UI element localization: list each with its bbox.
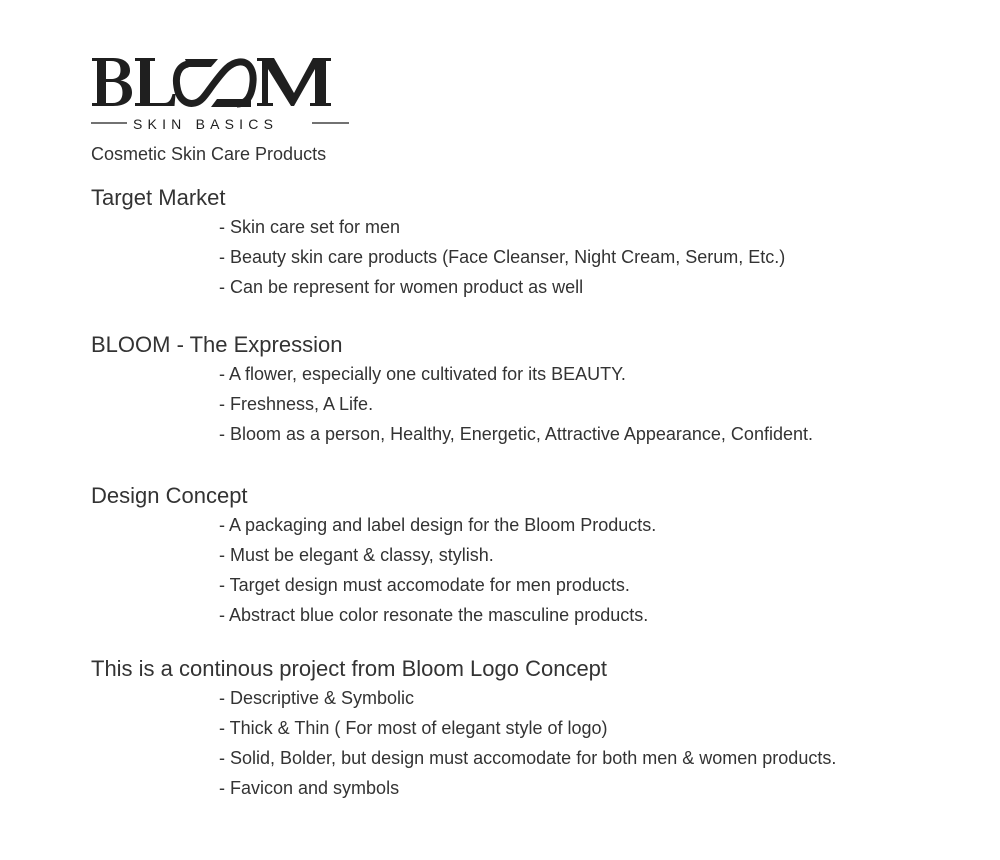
list-item: - Skin care set for men bbox=[219, 217, 401, 237]
section-bloom-expression bbox=[91, 331, 813, 449]
section-heading: This is a continous project from Bloom Logo Concept bbox=[91, 656, 608, 681]
logo-tagline: SKIN BASICS bbox=[133, 116, 279, 132]
bullet-list bbox=[91, 359, 813, 449]
list-item: - Target design must accomodate for men products. bbox=[219, 575, 630, 595]
list-item: - Favicon and symbols bbox=[219, 778, 400, 798]
section-heading: BLOOM - The Expression bbox=[91, 332, 343, 357]
list-item: - Can be represent for women product as well bbox=[219, 277, 584, 297]
section-target-market bbox=[91, 184, 785, 302]
bloom-logo-graphic bbox=[91, 54, 351, 134]
list-item: - Bloom as a person, Healthy, Energetic, Attractive Appearance, Confident. bbox=[219, 424, 813, 444]
logo-letter-l bbox=[135, 58, 176, 106]
list-item: - Must be elegant & classy, stylish. bbox=[219, 545, 494, 565]
brand-logo bbox=[91, 54, 351, 134]
page-subtitle: Cosmetic Skin Care Products bbox=[91, 144, 327, 164]
list-item: - Descriptive & Symbolic bbox=[219, 688, 415, 708]
logo-letter-oo-right-cap bbox=[211, 99, 251, 107]
bullet-list bbox=[91, 510, 656, 630]
list-item: - Abstract blue color resonate the masculine products. bbox=[219, 605, 649, 625]
logo-letter-oo bbox=[176, 62, 253, 104]
list-item: - A flower, especially one cultivated for its BEAUTY. bbox=[219, 364, 626, 384]
logo-letter-b bbox=[92, 58, 132, 106]
section-design-concept bbox=[91, 482, 656, 630]
list-item: - Thick & Thin ( For most of elegant style of logo) bbox=[219, 718, 608, 738]
list-item: - Solid, Bolder, but design must accomodate for both men & women products. bbox=[219, 748, 837, 768]
section-heading: Target Market bbox=[91, 185, 226, 210]
logo-letter-m bbox=[257, 58, 331, 106]
section-heading: Design Concept bbox=[91, 483, 248, 508]
section-logo-continuation bbox=[91, 655, 836, 803]
logo-letter-oo-left-cap bbox=[185, 59, 218, 67]
list-item: - Beauty skin care products (Face Cleanser, Night Cream, Serum, Etc.) bbox=[219, 247, 786, 267]
list-item: - A packaging and label design for the Bloom Products. bbox=[219, 515, 657, 535]
bullet-list bbox=[91, 212, 785, 302]
list-item: - Freshness, A Life. bbox=[219, 394, 374, 414]
bullet-list bbox=[91, 683, 836, 803]
